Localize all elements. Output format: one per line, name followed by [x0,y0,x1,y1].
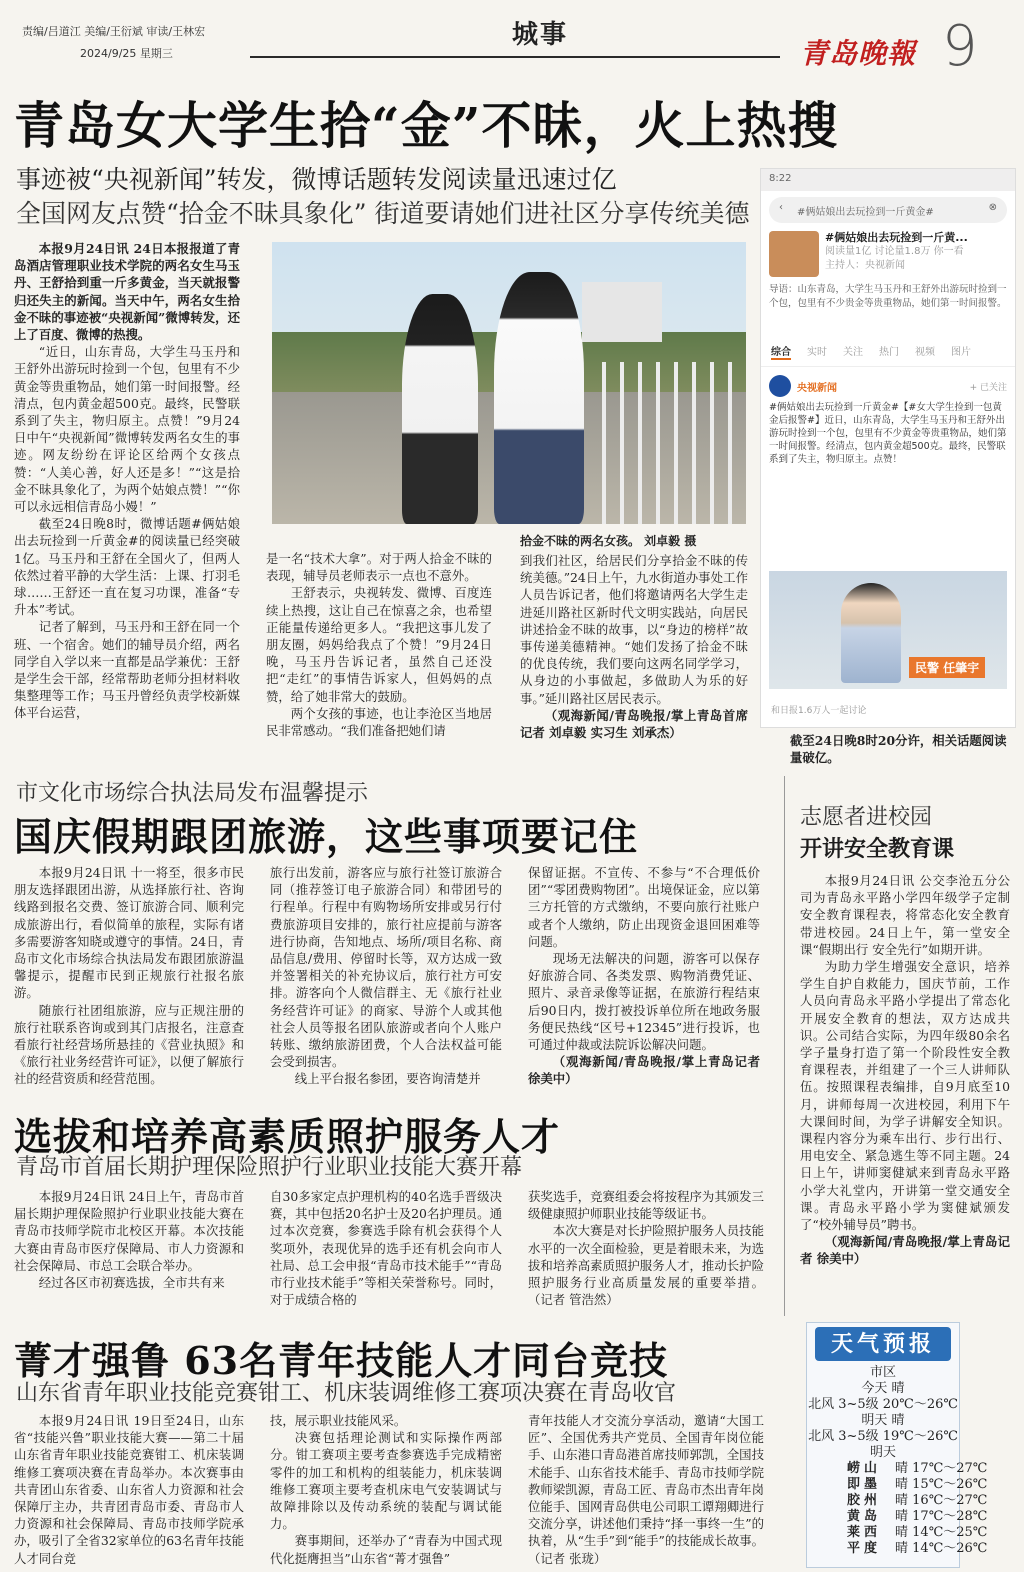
section-title: 城事 [512,20,569,50]
photo-caption: 拾金不昧的两名女孩。 刘卓毅 摄 [520,534,697,548]
paragraph: 赛事期间，还举办了“青春为中国式现代化挺膺担当”山东省“菁才强鲁” [270,1533,502,1566]
region-name: 崂山 [847,1461,882,1476]
region-name: 平度 [847,1541,882,1556]
weather-today: 北风 3~5级 20℃～26℃ [808,1397,958,1412]
video-thumbnail [769,571,1007,689]
weather-tomorrow-label: 明天 晴 [861,1413,905,1428]
weather-region-row [807,1509,988,1525]
phone-status-bar [761,169,1015,191]
paragraph: 保留证据。不宣传、不参与“不合理低价团”“零团费购物团”。出境保证金，应以第三方托管的方式缴纳，不要向旅行社账户或者个人缴纳，防止出现资金退回困难等问题。 [528,865,760,949]
phone-time: 8:22 [769,173,792,184]
region-weather: 晴 [895,1493,909,1508]
weather-region-row [807,1477,988,1493]
story1-subhead-2: 全国网友点赞“拾金不昧具象化” 街道要请她们进社区分享传统美德 [16,199,750,228]
story1-headline: 青岛女大学生拾“金”不昧，火上热搜 [14,96,839,155]
paragraph: 技，展示职业技能风采。 [270,1413,407,1428]
paragraph: 本报9月24日讯 十一将至，很多市民朋友选择跟团出游，从选择旅行社、咨询线路到报名交费、签订旅游合同、顺利完成旅游出行，看似简单的旅程，实际有诸多需要游客知晓或遵守的事情。24日，青岛市文化市场综合执法局发布跟团旅游温馨提示，提醒市民到正规旅行社报名旅游。 [14,865,244,1001]
follow-status: + 已关注 [969,382,1007,393]
paragraph: 青年技能人才交流分享活动，邀请“大国工匠”、全国优秀共产党员、全国青年岗位能手、山东港口青岛港首席技师郭凯，全国技术能手、山东省技术能手、青岛市技师学院教师梁凯源，青岛工匠、青岛市杰出青年岗位能手、国网青岛供电公司职工谭翔卿进行交流分享，讲述他们秉持“择一事终一生”的执着，从“生手”到“能手”的技能成长故事。（记者 张珑） [528,1413,764,1566]
paragraph: 两个女孩的事迹，也让李沧区当地居民非常感动。“我们准备把她们请 [266,705,492,739]
story1-column-1 [14,240,240,768]
paragraph: 截至24日晚8时，微博话题#俩姑娘出去玩捡到一斤黄金#的阅读量已经突破1亿。马玉丹和王舒在全国火了，但两人依然过着平静的大学生活：上课、打羽毛球……王舒还一直在复习功课，准备“专升本”考试。 [14,516,240,618]
story2-headline: 国庆假期跟团旅游，这些事项要记住 [14,814,639,859]
header-rule [250,56,780,58]
region-name: 莱西 [847,1525,882,1540]
tab-comprehensive: 综合 [771,343,791,360]
paragraph: 到我们社区，给居民们分享拾金不昧的传统美德。”24日上午，九水街道办事处工作人员告诉记者，他们将邀请两名大学生走进延川路社区新时代文明实践站，向居民讲述拾金不昧的故事，以“身边的榜样”故事传递美德精神。“她们发扬了拾金不昧的优良传统，我们要向这两名同学学习，从身边的小事做起，多做助人为乐的好事。”延川路社区居民表示。 [520,553,748,706]
weather-tomorrow: 北风 3~5级 19℃～26℃ [808,1429,958,1444]
story4-column-1 [14,1188,244,1312]
phone-caption: 截至24日晚8时20分许，相关话题阅读量破亿。 [790,733,1007,765]
weather-city: 市区 [869,1365,896,1380]
story3-body [800,872,1010,1312]
weather-region-row [807,1525,988,1541]
paragraph: 线上平台报名参团，要咨询清楚并 [294,1071,481,1087]
tab-realtime: 实时 [807,347,827,358]
weibo-screenshot [760,168,1016,728]
story5-column-2 [270,1412,502,1568]
police-officer [841,583,901,683]
paragraph: 本报9月24日讯 公交李沧五分公司为青岛永平路小学四年级学子定制安全教育课程表，将常态化安全教育带进校园。24日上午，第一堂安全课“假期出行 安全先行”如期开讲。 [800,873,1010,957]
region-temp: 15℃～26℃ [912,1477,988,1492]
story3-headline: 开讲安全教育课 [800,836,955,862]
region-weather: 晴 [895,1477,909,1492]
story1-subhead: 事迹被“央视新闻”转发，微博话题转发阅读量迅速过亿 [16,165,617,194]
story4-column-2 [270,1188,502,1312]
topic-host: 主持人：央视新闻 [825,260,905,271]
region-weather: 晴 [895,1461,909,1476]
tab-follow: 关注 [843,347,863,358]
weibo-tabs [761,337,1015,367]
paragraph: “近日，山东青岛，大学生马玉丹和王舒外出游玩时捡到一个包，包里有不少黄金等贵重物品，她们第一时间报警。经清点，包内黄金超500克。最终，民警联系到了失主，物归原主。点赞！”9月24日中午“央视新闻”微博转发两名女生的事迹。网友纷纷在评论区给两个女孩点赞：“人美心善，好人还是多！”“这是拾金不昧具象化了，为两个姑娘点赞！”“你可以永远相信青岛小嫚！” [14,344,240,515]
topic-thumbnail [769,231,819,277]
story5-column-3 [528,1412,764,1568]
weather-region-row [807,1493,988,1509]
topic-guide: 导语：山东青岛，大学生马玉丹和王舒外出游玩时捡到一个包，包里有不少贵金等贵重物品，她们第一时间报警。 [769,284,1007,309]
dateline: 本报9月24日讯 24日本报报道了青岛酒店管理职业技术学院的两名女生马玉丹、王舒拾到重一斤多黄金，当天就报警归还失主的新闻。当天中午，两名女生拾金不昧的事迹被“央视新闻”微博转发，还上了百度、微博的热搜。 [14,241,240,343]
story4-column-3 [528,1188,764,1312]
byline: （观海新闻/青岛晚报/掌上青岛首席记者 刘卓毅 实习生 刘承杰） [520,707,748,741]
region-name: 即墨 [847,1477,882,1492]
paragraph: 为助力学生增强安全意识，培养学生自护自救能力，国庆节前，工作人员向青岛永平路小学提出了常态化开展安全教育的想法，双方达成共识。公司结合实际，为四年级80余名学子量身打造了第一个阶段性安全教育课程表，并组建了一个三人讲师队伍。按照课程表编排，自9月底至10月，讲师每周一次进校园，利用下午大课间时间，为学子讲解安全知识。课程内容分为乘车出行、步行出行、用电安全、紧急逃生等不同主题。24日上午，讲师窦健斌来到青岛永平路小学大礼堂内，开讲第一堂交通安全课。青岛永平路小学为窦健斌颁发了“校外辅导员”聘书。 [800,959,1010,1233]
paragraph: 王舒表示，央视转发、微博、百度连续上热搜，这让自己在惊喜之余，也希望正能量传递给更多人。“我把这事儿发了朋友圈，妈妈给我点了个赞！”9月24日晚，马玉丹告诉记者，虽然自己还没把“走红”的事情告诉家人，但妈妈的点赞，给了她非常大的鼓励。 [266,585,492,704]
tab-images: 图片 [951,347,971,358]
region-temp: 14℃～25℃ [912,1525,988,1540]
paragraph: 本次大赛是对长护险照护服务人员技能水平的一次全面检验，更是着眼未来，为选拔和培养高素质照护服务人才，推动长护险照护服务行业高质量发展的重要举措。 （记者 管浩然） [528,1223,764,1308]
story2-kicker: 市文化市场综合执法局发布温馨提示 [16,781,369,806]
paragraph: 随旅行社团组旅游，应与正规注册的旅行社联系咨询或到其门店报名，注意查看旅行社经营场所悬挂的《营业执照》和《旅行社业务经营许可证》，以便了解旅行社的经营资质和经营范围。 [14,1002,244,1087]
paragraph: 旅行出发前，游客应与旅行社签订旅游合同（推荐签订电子旅游合同）和带团号的行程单。行程中有购物场所安排或另行付费旅游项目安排的，旅行社应提前与游客进行协商，告知地点、场所/项目名称、商品信息/费用、停留时长等，双方达成一致并签署相关的补充协议后，旅行社方可安排。游客向个人微信群主、无《旅行社业务经营许可证》的商家、导游个人或其他社会人员等报名团队旅游或者向个人账户转账、缴纳旅游团费，个人合法权益可能会受到损害。 [270,865,502,1070]
tab-video: 视频 [915,347,935,358]
weather-regions-label: 明天 [869,1445,896,1460]
paragraph: 经过各区市初赛选拔，全市共有来 [38,1275,225,1291]
page-number: 9 [942,14,978,79]
weather-today-label: 今天 晴 [861,1381,905,1396]
paragraph: 自30多家定点护理机构的40名选手晋级决赛，其中包括20名护士及20名护理员。通过本次竞赛，参赛选手除有机会获得个人奖项外，表现优异的选手还有机会向市人社局、总工会申报“青岛市技术能手”“青岛市行业技术能手”等相关荣誉称号。同时，对于成绩合格的 [270,1189,502,1308]
discussion-count: 和日报1.6万人一起讨论 [771,706,867,716]
account-name: 央视新闻 [797,382,837,394]
region-temp: 17℃～27℃ [912,1461,988,1476]
region-weather: 晴 [895,1525,909,1540]
weibo-post: #俩姑娘出去玩捡到一斤黄金#【#女大学生捡到一包黄金后报警#】近日，山东青岛，大学生马玉丹和王舒外出游玩时捡到一个包，包里有不少黄金等贵重物品，她们第一时间报警。经清点，包内黄金超500克。最终，民警联系到了失主，物归原主。点赞！ [769,402,1007,465]
paragraph: 现场无法解决的问题，游客可以保存好旅游合同、各类发票、购物消费凭证、照片、录音录像等证据，在旅游行程结束后90日内，拨打被投诉单位所在地政务服务便民热线“区号+12345”进行投诉，也可通过仲裁或法院诉讼解决问题。 [528,951,760,1053]
paragraph: 记者了解到，马玉丹和王舒在同一个班、一个宿舍。她们的辅导员介绍，两名同学自入学以来一直都是品学兼优：王舒是学生会干部，经常帮助老师分担材料收集整理等工作；马玉丹曾经负责学校新媒体平台运营， [14,619,240,721]
editor-credits: 责编/吕道江 美编/王衍斌 审读/王林宏 [22,25,206,38]
weather-region-row [807,1461,988,1477]
story1-column-2 [266,550,492,760]
paragraph: 是一名“技术大拿”。对于两人拾金不昧的表现，辅导员老师表示一点也不意外。 [266,551,492,584]
story1-column-3 [520,552,748,760]
story5-subhead: 山东省青年职业技能竞赛钳工、机床装调维修工赛项决赛在青岛收官 [16,1381,677,1406]
weibo-search-box [769,197,1007,223]
region-weather: 晴 [895,1509,909,1524]
byline: （观海新闻/青岛晚报/掌上青岛记者 徐美中） [800,1234,1010,1267]
back-arrow-icon: ‹ [779,202,783,213]
clear-icon: ⊗ [988,202,997,213]
search-text: #俩姑娘出去玩捡到一斤黄金# [797,207,934,218]
paragraph: 本报9月24日讯 19日至24日，山东省“技能兴鲁”职业技能大赛——第二十届山东省青年职业技能竞赛钳工、机床装调维修工赛项决赛在青岛举办。本次赛事由共青团山东省委、山东省人力资源和社会保障厅主办，共青团青岛市委、青岛市人力资源和社会保障局、青岛市技师学院承办，吸引了全省32家单位的63名青年技能人才同台竞 [14,1413,244,1566]
region-temp: 14℃～26℃ [912,1541,988,1556]
issue-date: 2024/9/25 星期三 [80,47,173,60]
story2-column-1 [14,864,244,1090]
region-name: 胶州 [847,1493,882,1508]
tab-hot: 热门 [879,347,899,358]
story5-headline: 菁才强鲁 63名青年技能人才同台竞技 [14,1338,669,1383]
paragraph: 决赛包括理论测试和实际操作两部分。钳工赛项主要考查参赛选手完成精密零件的加工和机构的组装能力，机床装调维修工赛项主要考查机床电气安装调试与故障排除以及传动系统的装配与调试能力。 [270,1430,502,1532]
video-name-tag: 民警 任肇宇 [909,657,985,678]
region-temp: 17℃～28℃ [912,1509,988,1524]
story2-column-2 [270,864,502,1090]
byline: （观海新闻/青岛晚报/掌上青岛记者 徐美中） [528,1054,760,1087]
weather-forecast [806,1322,988,1568]
avatar [769,375,791,397]
paragraph: 获奖选手，竞赛组委会将按程序为其颁发三级健康照护师职业技能等级证书。 [528,1189,764,1222]
column-divider [784,776,785,1316]
weather-title: 天气预报 [815,1327,951,1361]
story4-headline: 选拔和培养高素质照护服务人才 [14,1114,561,1159]
region-name: 黄岛 [847,1509,882,1524]
story3-kicker: 志愿者进校园 [800,805,933,830]
story2-column-3 [528,864,760,1090]
region-weather: 晴 [895,1541,909,1556]
topic-title: #俩姑娘出去玩捡到一斤黄... [825,231,968,244]
weather-region-row [807,1541,988,1557]
newspaper-logo: 青岛晚報 [800,37,917,70]
topic-stats: 阅读量1亿 讨论量1.8万 你一看 [825,246,964,257]
paragraph: 本报9月24日讯 24日上午，青岛市首届长期护理保险照护行业职业技能大赛在青岛市技师学院市北校区开幕。本次技能大赛由青岛市医疗保障局、市人力资源和社会保障局、市总工会联合举办。 [14,1189,244,1273]
photo-two-students [272,242,746,524]
region-temp: 16℃～27℃ [912,1493,988,1508]
story4-subhead: 青岛市首届长期护理保险照护行业职业技能大赛开幕 [16,1155,523,1180]
story5-column-1 [14,1412,244,1568]
